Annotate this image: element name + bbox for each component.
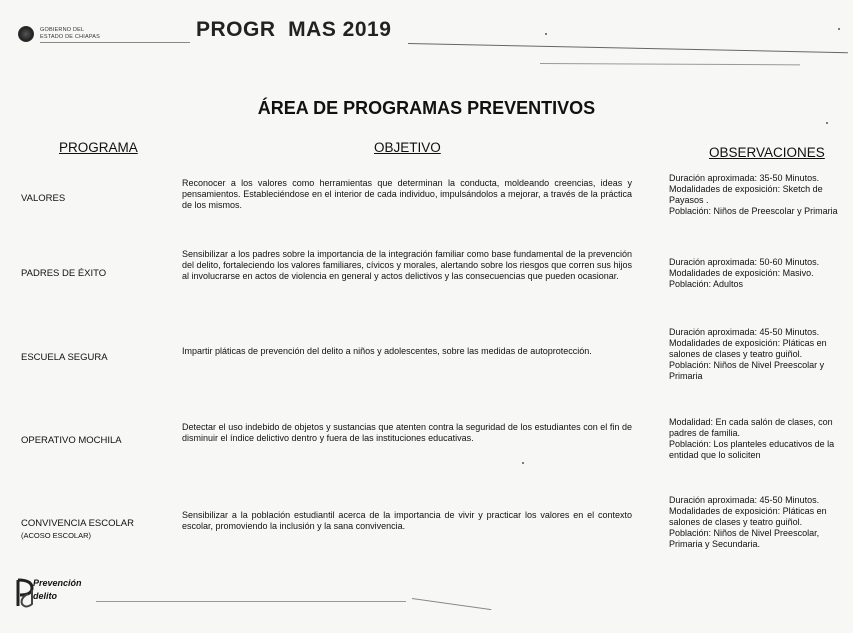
program-objective: Sensibilizar a los padres sobre la importancia de la integración familiar como base fundamental de la prevención del delito, fortaleciendo los valores familiares, cívicos y morales, alertando sobre los riesgos que corren sus hijos al involucrarse en actos de violencia en general y actos delictivos y las consecuencias que pueden ocasionar. (182, 249, 632, 281)
program-observations (669, 173, 853, 217)
column-header-observaciones: OBSERVACIONES (709, 145, 825, 160)
obs-line: Duración aproximada: 45-50 Minutos. (669, 495, 820, 505)
obs-line: Modalidad: En cada salón de clases, con padres de familia. (669, 417, 833, 438)
scan-speck (545, 33, 547, 35)
logo-text-prevencion: Prevención (33, 578, 82, 588)
obs-line: Modalidades de exposición: Pláticas en salones de clases y teatro guiñol. (669, 338, 827, 359)
program-name: PADRES DE ÉXITO (21, 268, 107, 279)
government-seal-icon (18, 26, 34, 42)
header-rule-left (40, 42, 190, 43)
scan-speck (838, 28, 840, 30)
column-header-programa: PROGRAMA (59, 140, 138, 155)
footer-rule-2 (412, 598, 491, 610)
program-objective: Sensibilizar a la población estudiantil acerca de la importancia de vivir y practicar los valores en el contexto escolar, promoviendo la inclusión y la sana convivencia. (182, 510, 632, 531)
column-header-objetivo: OBJETIVO (374, 140, 441, 155)
program-observations (669, 495, 853, 550)
program-objective: Impartir pláticas de prevención del delito a niños y adolescentes, sobre las medidas de autoprotección. (182, 346, 592, 356)
program-observations (669, 327, 853, 382)
gov-line-1: GOBIERNO DEL (40, 27, 85, 33)
program-objective: Detectar el uso indebido de objetos y sustancias que atenten contra la seguridad de los estudiantes con el fin de disminuir el índice delictivo dentro y fuera de las instituciones educativas. (182, 422, 632, 443)
obs-line: Población: Niños de Nivel Preescolar, Primaria y Secundaria. (669, 528, 820, 549)
header-rule-right-2 (540, 63, 800, 65)
program-name: ESCUELA SEGURA (21, 352, 108, 363)
logo-text-delito: delito (33, 591, 57, 601)
government-label (40, 27, 100, 41)
header-rule-right (408, 43, 848, 53)
obs-line: Población: Adultos (669, 279, 744, 289)
program-name: VALORES (21, 193, 66, 204)
obs-line: Población: Niños de Preescolar y Primaria (669, 206, 838, 216)
gov-line-2: ESTADO DE CHIAPAS (40, 34, 101, 40)
scan-speck (826, 122, 828, 124)
program-name: CONVIVENCIA ESCOLAR (21, 518, 134, 529)
obs-line: Modalidades de exposición: Sketch de Payasos . (669, 184, 823, 205)
obs-line: Duración aproximada: 50-60 Minutos. (669, 257, 820, 267)
footer-rule (96, 601, 406, 602)
program-objective: Reconocer a los valores como herramientas que determinan la conducta, moldeando creencias, ideas y pensamientos. Estableciéndose en el interior de cada individuo, impulsándolos a mejorar, a través de la práctica de los mismos. (182, 178, 632, 210)
program-subname: (ACOSO ESCOLAR) (21, 531, 92, 540)
program-observations (669, 257, 853, 290)
page-title: ÁREA DE PROGRAMAS PREVENTIVOS (257, 98, 596, 118)
program-name: OPERATIVO MOCHILA (21, 435, 122, 446)
obs-line: Duración aproximada: 45-50 Minutos. (669, 327, 820, 337)
obs-line: Duración aproximada: 35-50 Minutos. (669, 173, 820, 183)
program-observations (669, 417, 853, 461)
obs-line: Población: Niños de Nivel Preescolar y Primaria (669, 360, 825, 381)
obs-line: Población: Los planteles educativos de la entidad que lo soliciten (669, 439, 835, 460)
obs-line: Modalidades de exposición: Masivo. (669, 268, 814, 278)
obs-line: Modalidades de exposición: Pláticas en salones de clases y teatro guiñol. (669, 506, 827, 527)
scan-speck (522, 462, 524, 464)
header-title: PROGR MAS 2019 (196, 18, 392, 41)
